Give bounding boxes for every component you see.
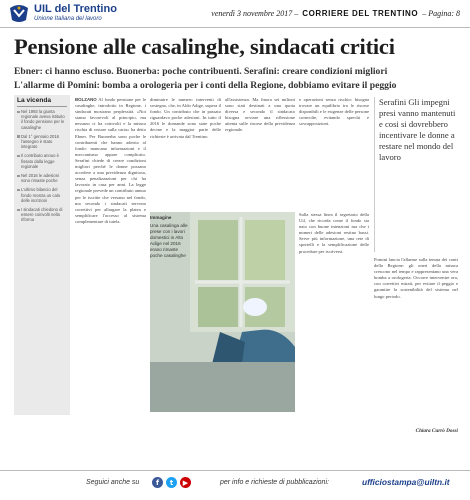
contact-email-link[interactable]: ufficiostampa@uiltn.it xyxy=(362,477,450,487)
author-signature: Chiara Currò Dossi xyxy=(415,428,458,434)
sidebar-box xyxy=(14,95,70,415)
sidebar-title: La vicenda xyxy=(17,97,67,107)
sidebar-item: I sindacati chiedono di essere coinvolti nella riforma xyxy=(17,207,67,223)
page-footer xyxy=(0,470,470,500)
youtube-icon[interactable]: ▶ xyxy=(180,477,191,488)
sidebar-item: L'ultimo bilancio del fondo mostra un calo delle iscrizioni xyxy=(17,187,67,203)
info-label: per info e richieste di pubblicazioni: xyxy=(220,479,329,486)
article-column-5: Sulla stessa linea il segretario della Uil, che ricorda come il fondo sia nato con buone intenzioni ma che i numeri delle adesioni restino bassi. Serve più informazione, una rete di sportelli e la semplificazione delle procedure per iscriversi. xyxy=(299,212,369,254)
sidebar-item: Dal 1° gennaio 2016 l'assegno è stato integrato xyxy=(17,134,67,150)
page-number: Pagina: 8 xyxy=(428,9,460,18)
article-column-3: all'assistenza. Ma finora sei milioni sono stati destinati a una quota diversa e secondo il sindacato bisogna avviare una riflessione attenta sulle risorse della previdenza regionale. xyxy=(225,97,295,133)
caption-title: Immagine xyxy=(150,215,172,220)
article-column-2: diminuire le numero interventi di sostegno, che, in Aldo Adige, supera il fondo. Un contributo che in passato riguardava poche adesioni. In tutto il 2016 le domande sono state poche decine e la maggior parte delle richieste è arrivata dal Trentino. xyxy=(150,97,221,139)
article-column-1 xyxy=(75,97,146,417)
article-column-6: Pomini lancia l'allarme sulla tenuta dei conti della Regione: gli oneri della misura crescono nel tempo e rappresentano una vera bomba a orologeria. Occorre intervenire ora, con correttivi mirati, per evitare il peggio e garantire la sostenibilità del sistema nel lungo periodo. xyxy=(374,257,458,299)
caption-text: Una casalinga alle prese con i lavori domestici in Alto Adige nel 2016 erano rimaste poche casalinghe xyxy=(150,223,188,258)
dateline: BOLZANO xyxy=(75,97,97,102)
org-block xyxy=(34,3,117,23)
sidebar-item: Nel 2016 le adesioni sono rimaste poche xyxy=(17,173,67,183)
page-header xyxy=(0,0,470,28)
sidebar-item: Nel 1993 la giunta regionale aveva istituito il fondo pensione per le casalinghe xyxy=(17,109,67,130)
twitter-icon[interactable]: t xyxy=(166,477,177,488)
facebook-icon[interactable]: f xyxy=(152,477,163,488)
social-links xyxy=(152,477,191,488)
article-headline: Pensione alle casalinghe, sindacati critici xyxy=(14,34,395,59)
uil-logo-icon xyxy=(8,4,30,24)
pull-quote: Serafini Gli impegni presi vanno mantenuti e cosi si dovrebbero incentivare le donne a restare nel mondo del lavoro xyxy=(374,97,458,252)
photo-caption-box xyxy=(150,215,190,259)
sidebar-item: Il contributo annuo è fissato dalla legge regionale xyxy=(17,153,67,169)
newspaper-name: CORRIERE DEL TRENTINO xyxy=(302,9,419,18)
article-subheadline-2: L'allarme di Pomini: bomba a orologeria per i conti della Regione, dobbiamo evitare il peggio xyxy=(14,80,397,91)
separator: – xyxy=(422,9,427,18)
separator: – xyxy=(294,9,299,18)
article-column-4: e operazioni senza rischio: bisogna trovare un equilibrio tra le risorse disponibili e le esigenze delle persone coinvolte, evitando sprechi e sovrapposizioni. xyxy=(299,97,369,127)
org-subtitle: Unione Italiana del lavoro xyxy=(34,16,102,22)
article-subheadline: Ebner: ci hanno escluso. Buonerba: poche contribuenti. Serafini: creare condizioni migliori xyxy=(14,66,388,77)
publication-date: venerdì 3 novembre 2017 xyxy=(211,9,293,18)
org-name: UIL del Trentino xyxy=(34,3,117,15)
publication-info xyxy=(211,9,460,18)
article-text: Al fondo pensione per le casalinghe, introdotto in Regione, i sindacati mostrano perplessità. «Noi siamo favorevoli al principio, ma nessuno ci ha coinvolti e la misura rischia di restare sulla carta» ha detto Ebner. Per Buonerba sono poche le contribuenti che hanno aderito al fondo: mancano informazioni e il meccanismo appare complicato. Serafini chiede di creare condizioni migliori perché le donne possano accedere a una previdenza dignitosa, senza penalizzazioni per chi ha lavorato in casa per anni. La legge regionale prevede un contributo annuo per le iscritte che versano nel fondo, ma secondo i sindacati servono correttivi per allargare la platea e semplificare l'accesso al sistema complementare di tutela. xyxy=(75,97,146,224)
follow-label: Seguici anche su xyxy=(86,479,140,486)
